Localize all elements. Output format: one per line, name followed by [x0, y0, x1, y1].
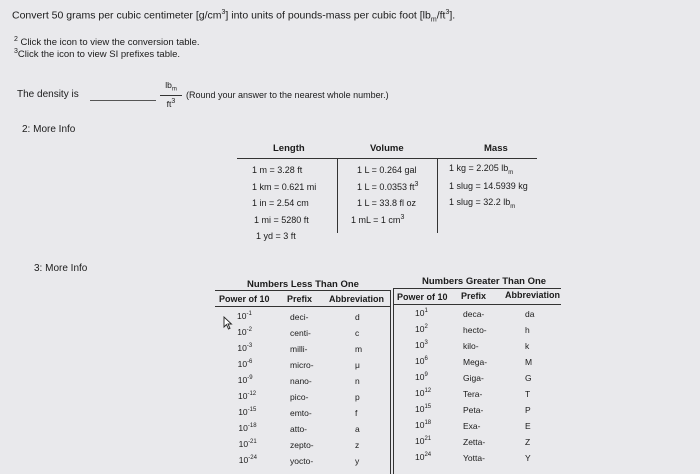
prefix-abbreviation: Y [525, 453, 531, 463]
power-of-ten: $10^{-1}$ [237, 311, 252, 321]
power-of-ten: $10^{12}$ [415, 388, 432, 398]
question-text: Convert 50 grams per cubic centimeter $[g/cm^3]$ into units of pounds-mass per cubic foot $[lb_m/ft^3]$. [12, 9, 456, 24]
mass-row: 1 slug = 32.2 $lb_m$ [449, 197, 516, 210]
prefix-abbreviation: p [355, 392, 360, 402]
prefix-abbreviation: a [355, 424, 360, 434]
power-of-ten: $10^{-15}$ [238, 407, 257, 417]
col-prefix-greater: Prefix [461, 291, 487, 301]
less-than-one-title: Numbers Less Than One [247, 279, 359, 290]
length-row: 1 km = 0.621 mi [252, 182, 317, 192]
power-of-ten: $10^{-24}$ [238, 455, 257, 465]
prefix-name: hecto- [463, 325, 487, 335]
mouse-cursor-icon [223, 316, 233, 330]
prefix-name: milli- [290, 344, 308, 354]
col-abbr-greater: Abbreviation [505, 290, 561, 300]
power-of-ten: $10^{-3}$ [237, 343, 253, 353]
prefix-abbreviation: d [355, 312, 360, 322]
volume-row: 1 L = 33.8 fl oz [357, 198, 416, 208]
prefix-name: Zetta- [463, 437, 486, 447]
power-of-ten: $10^2$ [415, 324, 428, 334]
header-mass: Mass [484, 143, 508, 154]
length-row: 1 mi = 5280 ft [254, 215, 309, 225]
length-row: 1 yd = 3 ft [256, 231, 296, 241]
power-of-ten: $10^3$ [415, 340, 428, 350]
prefix-name: Giga- [463, 373, 484, 383]
power-of-ten: $10^{24}$ [415, 452, 432, 462]
density-label: The density is [17, 89, 79, 100]
prefix-name: emto- [290, 408, 312, 418]
power-of-ten: $10^{-18}$ [238, 423, 257, 433]
mass-row: 1 kg = 2.205 $lb_m$ [449, 163, 514, 176]
power-of-ten: $10^{18}$ [415, 420, 432, 430]
prefix-name: atto- [290, 424, 308, 434]
prefix-name: yocto- [290, 456, 314, 466]
density-answer-input[interactable] [90, 100, 156, 101]
header-length: Length [273, 143, 305, 154]
header-volume: Volume [370, 143, 404, 154]
prefix-name: micro- [290, 360, 314, 370]
prefix-abbreviation: y [355, 456, 360, 466]
col-power-less: Power of 10 [219, 294, 270, 304]
prefix-abbreviation: G [525, 373, 532, 383]
prefix-name: Peta- [463, 405, 484, 415]
more-info-2-title: 2: More Info [22, 124, 76, 135]
si-prefix-table [215, 276, 565, 474]
prefix-name: pico- [290, 392, 309, 402]
prefix-name: deca- [463, 309, 485, 319]
more-info-3-title: 3: More Info [34, 263, 88, 274]
prefix-name: nano- [290, 376, 312, 386]
power-of-ten: $10^{21}$ [415, 436, 432, 446]
length-row: 1 m = 3.28 ft [252, 165, 303, 175]
prefix-abbreviation: μ [355, 360, 360, 370]
power-of-ten: $10^{-2}$ [237, 327, 252, 337]
prefix-name: Yotta- [463, 453, 485, 463]
power-of-ten: $10^{-6}$ [237, 359, 253, 369]
power-of-ten: $10^6$ [415, 356, 428, 366]
power-of-ten: $10^9$ [415, 372, 428, 382]
prefix-abbreviation: T [525, 389, 531, 399]
volume-row: 1 L = 0.0353 $ft^3$ [357, 181, 419, 192]
prefix-abbreviation: h [525, 325, 530, 335]
prefix-name: deci- [290, 312, 309, 322]
length-row: 1 in = 2.54 cm [252, 198, 309, 208]
prefix-abbreviation: k [525, 341, 530, 351]
col-abbr-less: Abbreviation [329, 294, 385, 304]
round-instruction: (Round your answer to the nearest whole number.) [186, 90, 389, 100]
prefix-name: kilo- [463, 341, 479, 351]
mass-row: 1 slug = 14.5939 kg [449, 181, 528, 191]
volume-row: 1 mL = 1 $cm^3$ [351, 214, 405, 225]
prefix-abbreviation: Z [525, 437, 531, 447]
power-of-ten: $10^{15}$ [415, 404, 432, 414]
col-power-greater: Power of 10 [397, 292, 448, 302]
greater-than-one-title: Numbers Greater Than One [422, 276, 547, 287]
prefix-name: Exa- [463, 421, 481, 431]
density-unit: $lb_m$ $ft^3$ [160, 80, 182, 109]
prefix-name: centi- [290, 328, 311, 338]
hint-conversion-table[interactable]: $^2$ Click the icon to view the conversion table. [14, 36, 200, 49]
power-of-ten: $10^{-12}$ [238, 391, 257, 401]
prefix-abbreviation: z [355, 440, 360, 450]
prefix-abbreviation: n [355, 376, 360, 386]
prefix-abbreviation: E [525, 421, 531, 431]
prefix-name: Mega- [463, 357, 488, 367]
prefix-abbreviation: da [525, 309, 535, 319]
prefix-abbreviation: P [525, 405, 531, 415]
volume-row: 1 L = 0.264 gal [357, 165, 417, 175]
power-of-ten: $10^{-21}$ [238, 439, 257, 449]
power-of-ten: $10^{-9}$ [237, 375, 253, 385]
prefix-abbreviation: m [355, 344, 363, 354]
prefix-abbreviation: f [355, 408, 358, 418]
power-of-ten: $10^1$ [415, 308, 428, 318]
hint-si-prefixes[interactable]: $^3$Click the icon to view SI prefixes table. [14, 48, 181, 61]
prefix-name: Tera- [463, 389, 483, 399]
col-prefix-less: Prefix [287, 294, 313, 304]
prefix-abbreviation: M [525, 357, 533, 367]
prefix-name: zepto- [290, 440, 314, 450]
prefix-abbreviation: c [355, 328, 360, 338]
